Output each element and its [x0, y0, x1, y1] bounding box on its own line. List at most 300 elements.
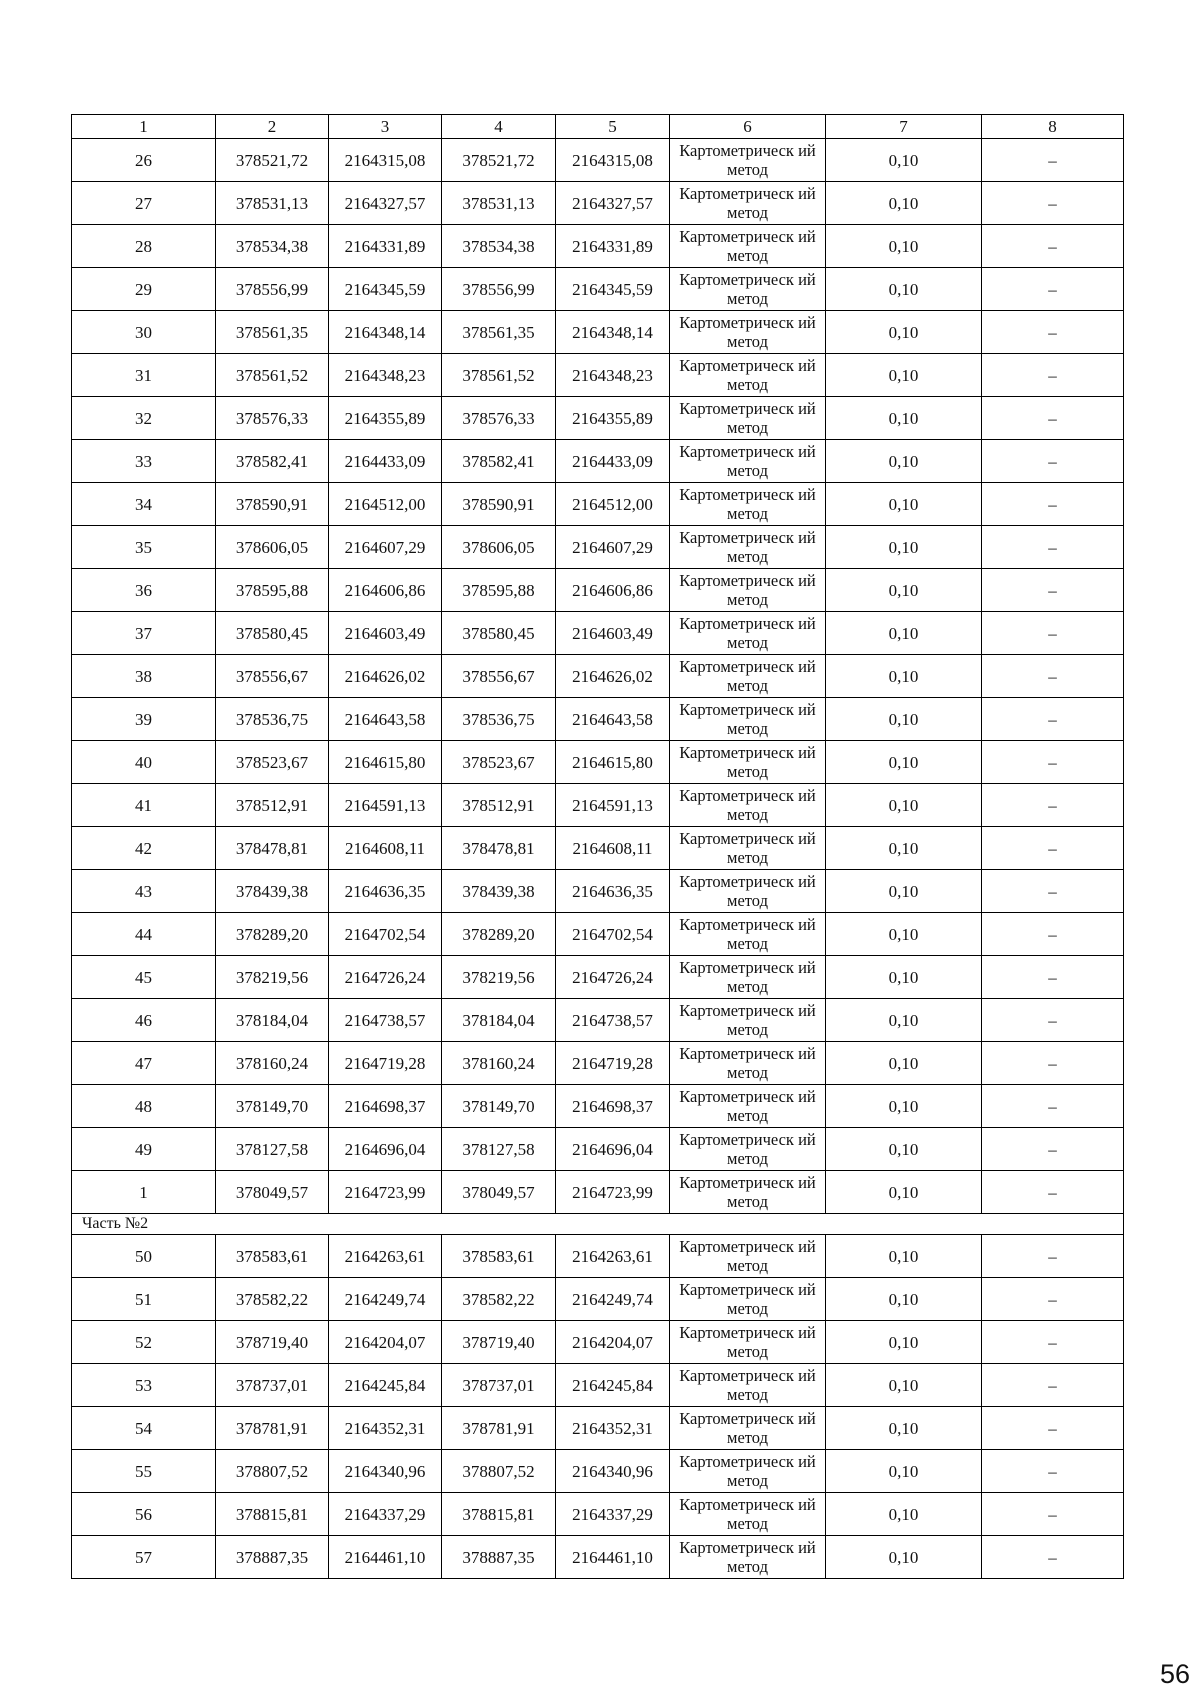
- accuracy-cell: 0,10: [826, 913, 982, 956]
- x-coord-new-cell: 378781,91: [442, 1407, 556, 1450]
- x-coord-new-cell: 378184,04: [442, 999, 556, 1042]
- table-row: [72, 1450, 1124, 1493]
- note-cell: –: [982, 913, 1124, 956]
- y-coord-cell: 2164608,11: [329, 827, 442, 870]
- header-cell: 8: [982, 115, 1124, 139]
- point-number-cell: 35: [72, 526, 216, 569]
- x-coord-cell: 378478,81: [216, 827, 329, 870]
- note-cell: –: [982, 1364, 1124, 1407]
- table-row: [72, 483, 1124, 526]
- note-cell: –: [982, 483, 1124, 526]
- point-number-cell: 51: [72, 1278, 216, 1321]
- x-coord-new-cell: 378160,24: [442, 1042, 556, 1085]
- x-coord-new-cell: 378531,13: [442, 182, 556, 225]
- x-coord-cell: 378590,91: [216, 483, 329, 526]
- table-row: [72, 698, 1124, 741]
- table-row: [72, 1407, 1124, 1450]
- x-coord-new-cell: 378049,57: [442, 1171, 556, 1214]
- point-number-cell: 1: [72, 1171, 216, 1214]
- y-coord-cell: 2164315,08: [329, 139, 442, 182]
- y-coord-new-cell: 2164348,14: [556, 311, 670, 354]
- table-row: [72, 870, 1124, 913]
- y-coord-cell: 2164726,24: [329, 956, 442, 999]
- method-cell: Картометрическ ий метод: [670, 956, 826, 999]
- table-body: [72, 115, 1124, 1579]
- x-coord-cell: 378512,91: [216, 784, 329, 827]
- header-cell: 6: [670, 115, 826, 139]
- method-cell: Картометрическ ий метод: [670, 1085, 826, 1128]
- y-coord-new-cell: 2164591,13: [556, 784, 670, 827]
- method-cell: Картометрическ ий метод: [670, 612, 826, 655]
- y-coord-cell: 2164263,61: [329, 1235, 442, 1278]
- accuracy-cell: 0,10: [826, 354, 982, 397]
- x-coord-cell: 378536,75: [216, 698, 329, 741]
- x-coord-new-cell: 378149,70: [442, 1085, 556, 1128]
- header-cell: 3: [329, 115, 442, 139]
- note-cell: –: [982, 1450, 1124, 1493]
- table-row: [72, 225, 1124, 268]
- y-coord-new-cell: 2164696,04: [556, 1128, 670, 1171]
- x-coord-cell: 378556,67: [216, 655, 329, 698]
- y-coord-cell: 2164331,89: [329, 225, 442, 268]
- x-coord-new-cell: 378521,72: [442, 139, 556, 182]
- method-cell: Картометрическ ий метод: [670, 526, 826, 569]
- note-cell: –: [982, 1278, 1124, 1321]
- table-row: [72, 526, 1124, 569]
- x-coord-cell: 378521,72: [216, 139, 329, 182]
- x-coord-new-cell: 378556,99: [442, 268, 556, 311]
- y-coord-cell: 2164348,14: [329, 311, 442, 354]
- x-coord-cell: 378561,52: [216, 354, 329, 397]
- x-coord-new-cell: 378807,52: [442, 1450, 556, 1493]
- note-cell: –: [982, 397, 1124, 440]
- method-cell: Картометрическ ий метод: [670, 311, 826, 354]
- table-row: [72, 1364, 1124, 1407]
- x-coord-new-cell: 378512,91: [442, 784, 556, 827]
- point-number-cell: 30: [72, 311, 216, 354]
- accuracy-cell: 0,10: [826, 311, 982, 354]
- table-row: [72, 139, 1124, 182]
- y-coord-new-cell: 2164726,24: [556, 956, 670, 999]
- y-coord-new-cell: 2164245,84: [556, 1364, 670, 1407]
- x-coord-cell: 378807,52: [216, 1450, 329, 1493]
- y-coord-cell: 2164615,80: [329, 741, 442, 784]
- point-number-cell: 50: [72, 1235, 216, 1278]
- note-cell: –: [982, 612, 1124, 655]
- x-coord-new-cell: 378582,41: [442, 440, 556, 483]
- y-coord-cell: 2164738,57: [329, 999, 442, 1042]
- method-cell: Картометрическ ий метод: [670, 741, 826, 784]
- accuracy-cell: 0,10: [826, 655, 982, 698]
- method-cell: Картометрическ ий метод: [670, 397, 826, 440]
- point-number-cell: 26: [72, 139, 216, 182]
- note-cell: –: [982, 1042, 1124, 1085]
- accuracy-cell: 0,10: [826, 268, 982, 311]
- point-number-cell: 56: [72, 1493, 216, 1536]
- y-coord-new-cell: 2164249,74: [556, 1278, 670, 1321]
- x-coord-cell: 378127,58: [216, 1128, 329, 1171]
- method-cell: Картометрическ ий метод: [670, 1407, 826, 1450]
- y-coord-new-cell: 2164603,49: [556, 612, 670, 655]
- method-cell: Картометрическ ий метод: [670, 999, 826, 1042]
- x-coord-cell: 378184,04: [216, 999, 329, 1042]
- note-cell: –: [982, 311, 1124, 354]
- note-cell: –: [982, 139, 1124, 182]
- x-coord-new-cell: 378536,75: [442, 698, 556, 741]
- point-number-cell: 45: [72, 956, 216, 999]
- x-coord-cell: 378531,13: [216, 182, 329, 225]
- method-cell: Картометрическ ий метод: [670, 827, 826, 870]
- x-coord-new-cell: 378595,88: [442, 569, 556, 612]
- point-number-cell: 41: [72, 784, 216, 827]
- y-coord-new-cell: 2164204,07: [556, 1321, 670, 1364]
- x-coord-new-cell: 378590,91: [442, 483, 556, 526]
- table-row: [72, 827, 1124, 870]
- accuracy-cell: 0,10: [826, 225, 982, 268]
- table-row: [72, 1493, 1124, 1536]
- x-coord-cell: 378580,45: [216, 612, 329, 655]
- x-coord-new-cell: 378556,67: [442, 655, 556, 698]
- accuracy-cell: 0,10: [826, 1171, 982, 1214]
- method-cell: Картометрическ ий метод: [670, 1235, 826, 1278]
- accuracy-cell: 0,10: [826, 1085, 982, 1128]
- method-cell: Картометрическ ий метод: [670, 655, 826, 698]
- accuracy-cell: 0,10: [826, 612, 982, 655]
- y-coord-cell: 2164327,57: [329, 182, 442, 225]
- accuracy-cell: 0,10: [826, 569, 982, 612]
- y-coord-new-cell: 2164698,37: [556, 1085, 670, 1128]
- y-coord-new-cell: 2164626,02: [556, 655, 670, 698]
- x-coord-cell: 378561,35: [216, 311, 329, 354]
- note-cell: –: [982, 182, 1124, 225]
- y-coord-cell: 2164340,96: [329, 1450, 442, 1493]
- x-coord-cell: 378737,01: [216, 1364, 329, 1407]
- x-coord-cell: 378576,33: [216, 397, 329, 440]
- method-cell: Картометрическ ий метод: [670, 1278, 826, 1321]
- accuracy-cell: 0,10: [826, 182, 982, 225]
- point-number-cell: 46: [72, 999, 216, 1042]
- y-coord-new-cell: 2164461,10: [556, 1536, 670, 1579]
- point-number-cell: 40: [72, 741, 216, 784]
- x-coord-cell: 378606,05: [216, 526, 329, 569]
- table-row: [72, 268, 1124, 311]
- x-coord-new-cell: 378583,61: [442, 1235, 556, 1278]
- accuracy-cell: 0,10: [826, 1450, 982, 1493]
- point-number-cell: 42: [72, 827, 216, 870]
- accuracy-cell: 0,10: [826, 827, 982, 870]
- y-coord-cell: 2164512,00: [329, 483, 442, 526]
- point-number-cell: 57: [72, 1536, 216, 1579]
- header-cell: 4: [442, 115, 556, 139]
- note-cell: –: [982, 956, 1124, 999]
- y-coord-cell: 2164245,84: [329, 1364, 442, 1407]
- note-cell: –: [982, 440, 1124, 483]
- y-coord-new-cell: 2164355,89: [556, 397, 670, 440]
- accuracy-cell: 0,10: [826, 1235, 982, 1278]
- method-cell: Картометрическ ий метод: [670, 1493, 826, 1536]
- x-coord-new-cell: 378478,81: [442, 827, 556, 870]
- table-row: [72, 1128, 1124, 1171]
- y-coord-cell: 2164696,04: [329, 1128, 442, 1171]
- table-row: [72, 569, 1124, 612]
- table-row: [72, 1536, 1124, 1579]
- x-coord-new-cell: 378580,45: [442, 612, 556, 655]
- x-coord-cell: 378160,24: [216, 1042, 329, 1085]
- method-cell: Картометрическ ий метод: [670, 268, 826, 311]
- point-number-cell: 28: [72, 225, 216, 268]
- y-coord-cell: 2164719,28: [329, 1042, 442, 1085]
- y-coord-cell: 2164337,29: [329, 1493, 442, 1536]
- x-coord-cell: 378049,57: [216, 1171, 329, 1214]
- point-number-cell: 44: [72, 913, 216, 956]
- x-coord-new-cell: 378289,20: [442, 913, 556, 956]
- method-cell: Картометрическ ий метод: [670, 913, 826, 956]
- y-coord-new-cell: 2164723,99: [556, 1171, 670, 1214]
- y-coord-new-cell: 2164315,08: [556, 139, 670, 182]
- point-number-cell: 37: [72, 612, 216, 655]
- note-cell: –: [982, 1085, 1124, 1128]
- point-number-cell: 32: [72, 397, 216, 440]
- note-cell: –: [982, 268, 1124, 311]
- y-coord-new-cell: 2164512,00: [556, 483, 670, 526]
- note-cell: –: [982, 1128, 1124, 1171]
- y-coord-cell: 2164723,99: [329, 1171, 442, 1214]
- y-coord-new-cell: 2164433,09: [556, 440, 670, 483]
- note-cell: –: [982, 999, 1124, 1042]
- y-coord-new-cell: 2164348,23: [556, 354, 670, 397]
- x-coord-new-cell: 378576,33: [442, 397, 556, 440]
- x-coord-cell: 378582,22: [216, 1278, 329, 1321]
- point-number-cell: 54: [72, 1407, 216, 1450]
- x-coord-cell: 378149,70: [216, 1085, 329, 1128]
- x-coord-cell: 378815,81: [216, 1493, 329, 1536]
- table-row: [72, 440, 1124, 483]
- y-coord-new-cell: 2164702,54: [556, 913, 670, 956]
- x-coord-cell: 378887,35: [216, 1536, 329, 1579]
- y-coord-cell: 2164636,35: [329, 870, 442, 913]
- method-cell: Картометрическ ий метод: [670, 1042, 826, 1085]
- accuracy-cell: 0,10: [826, 397, 982, 440]
- section-label: Часть №2: [72, 1214, 1124, 1235]
- method-cell: Картометрическ ий метод: [670, 698, 826, 741]
- method-cell: Картометрическ ий метод: [670, 182, 826, 225]
- note-cell: –: [982, 569, 1124, 612]
- y-coord-cell: 2164698,37: [329, 1085, 442, 1128]
- section-row: [72, 1214, 1124, 1235]
- y-coord-new-cell: 2164340,96: [556, 1450, 670, 1493]
- note-cell: –: [982, 1235, 1124, 1278]
- point-number-cell: 34: [72, 483, 216, 526]
- accuracy-cell: 0,10: [826, 999, 982, 1042]
- x-coord-new-cell: 378887,35: [442, 1536, 556, 1579]
- note-cell: –: [982, 655, 1124, 698]
- note-cell: –: [982, 1171, 1124, 1214]
- point-number-cell: 52: [72, 1321, 216, 1364]
- y-coord-new-cell: 2164719,28: [556, 1042, 670, 1085]
- x-coord-cell: 378523,67: [216, 741, 329, 784]
- point-number-cell: 55: [72, 1450, 216, 1493]
- method-cell: Картометрическ ий метод: [670, 440, 826, 483]
- y-coord-new-cell: 2164263,61: [556, 1235, 670, 1278]
- y-coord-new-cell: 2164636,35: [556, 870, 670, 913]
- note-cell: –: [982, 784, 1124, 827]
- x-coord-new-cell: 378523,67: [442, 741, 556, 784]
- table-row: [72, 1085, 1124, 1128]
- y-coord-new-cell: 2164327,57: [556, 182, 670, 225]
- x-coord-new-cell: 378561,35: [442, 311, 556, 354]
- y-coord-cell: 2164603,49: [329, 612, 442, 655]
- table-row: [72, 354, 1124, 397]
- point-number-cell: 43: [72, 870, 216, 913]
- method-cell: Картометрическ ий метод: [670, 225, 826, 268]
- y-coord-new-cell: 2164615,80: [556, 741, 670, 784]
- y-coord-new-cell: 2164337,29: [556, 1493, 670, 1536]
- method-cell: Картометрическ ий метод: [670, 139, 826, 182]
- accuracy-cell: 0,10: [826, 698, 982, 741]
- note-cell: –: [982, 1407, 1124, 1450]
- accuracy-cell: 0,10: [826, 870, 982, 913]
- x-coord-cell: 378534,38: [216, 225, 329, 268]
- y-coord-new-cell: 2164352,31: [556, 1407, 670, 1450]
- y-coord-cell: 2164348,23: [329, 354, 442, 397]
- y-coord-cell: 2164643,58: [329, 698, 442, 741]
- x-coord-cell: 378583,61: [216, 1235, 329, 1278]
- note-cell: –: [982, 1536, 1124, 1579]
- point-number-cell: 47: [72, 1042, 216, 1085]
- table-row: [72, 397, 1124, 440]
- y-coord-new-cell: 2164606,86: [556, 569, 670, 612]
- x-coord-new-cell: 378606,05: [442, 526, 556, 569]
- x-coord-new-cell: 378737,01: [442, 1364, 556, 1407]
- method-cell: Картометрическ ий метод: [670, 483, 826, 526]
- method-cell: Картометрическ ий метод: [670, 569, 826, 612]
- method-cell: Картометрическ ий метод: [670, 1450, 826, 1493]
- accuracy-cell: 0,10: [826, 1407, 982, 1450]
- y-coord-cell: 2164345,59: [329, 268, 442, 311]
- table-row: [72, 784, 1124, 827]
- x-coord-cell: 378582,41: [216, 440, 329, 483]
- table-row: [72, 1171, 1124, 1214]
- point-number-cell: 48: [72, 1085, 216, 1128]
- method-cell: Картометрическ ий метод: [670, 1128, 826, 1171]
- method-cell: Картометрическ ий метод: [670, 1364, 826, 1407]
- method-cell: Картометрическ ий метод: [670, 1536, 826, 1579]
- point-number-cell: 31: [72, 354, 216, 397]
- y-coord-new-cell: 2164607,29: [556, 526, 670, 569]
- method-cell: Картометрическ ий метод: [670, 1171, 826, 1214]
- page-number: 56: [1159, 1659, 1190, 1689]
- note-cell: –: [982, 827, 1124, 870]
- header-cell: 7: [826, 115, 982, 139]
- table-row: [72, 1278, 1124, 1321]
- point-number-cell: 36: [72, 569, 216, 612]
- y-coord-new-cell: 2164345,59: [556, 268, 670, 311]
- x-coord-cell: 378439,38: [216, 870, 329, 913]
- accuracy-cell: 0,10: [826, 526, 982, 569]
- x-coord-cell: 378219,56: [216, 956, 329, 999]
- x-coord-cell: 378289,20: [216, 913, 329, 956]
- accuracy-cell: 0,10: [826, 1536, 982, 1579]
- method-cell: Картометрическ ий метод: [670, 1321, 826, 1364]
- table-row: [72, 913, 1124, 956]
- table-row: [72, 1042, 1124, 1085]
- y-coord-cell: 2164607,29: [329, 526, 442, 569]
- note-cell: –: [982, 526, 1124, 569]
- y-coord-cell: 2164626,02: [329, 655, 442, 698]
- y-coord-cell: 2164352,31: [329, 1407, 442, 1450]
- method-cell: Картометрическ ий метод: [670, 354, 826, 397]
- table-row: [72, 741, 1124, 784]
- point-number-cell: 33: [72, 440, 216, 483]
- y-coord-cell: 2164606,86: [329, 569, 442, 612]
- y-coord-cell: 2164355,89: [329, 397, 442, 440]
- x-coord-new-cell: 378719,40: [442, 1321, 556, 1364]
- accuracy-cell: 0,10: [826, 1278, 982, 1321]
- method-cell: Картометрическ ий метод: [670, 870, 826, 913]
- header-cell: 1: [72, 115, 216, 139]
- accuracy-cell: 0,10: [826, 1364, 982, 1407]
- x-coord-cell: 378556,99: [216, 268, 329, 311]
- accuracy-cell: 0,10: [826, 1128, 982, 1171]
- note-cell: –: [982, 1321, 1124, 1364]
- header-cell: 5: [556, 115, 670, 139]
- header-cell: 2: [216, 115, 329, 139]
- accuracy-cell: 0,10: [826, 483, 982, 526]
- y-coord-cell: 2164591,13: [329, 784, 442, 827]
- table-row: [72, 1235, 1124, 1278]
- y-coord-cell: 2164433,09: [329, 440, 442, 483]
- method-cell: Картометрическ ий метод: [670, 784, 826, 827]
- table-row: [72, 182, 1124, 225]
- y-coord-cell: 2164461,10: [329, 1536, 442, 1579]
- coordinates-table: [71, 114, 1124, 1579]
- table-row: [72, 655, 1124, 698]
- note-cell: –: [982, 1493, 1124, 1536]
- accuracy-cell: 0,10: [826, 1321, 982, 1364]
- accuracy-cell: 0,10: [826, 139, 982, 182]
- point-number-cell: 39: [72, 698, 216, 741]
- accuracy-cell: 0,10: [826, 956, 982, 999]
- y-coord-new-cell: 2164738,57: [556, 999, 670, 1042]
- x-coord-new-cell: 378219,56: [442, 956, 556, 999]
- note-cell: –: [982, 354, 1124, 397]
- y-coord-cell: 2164702,54: [329, 913, 442, 956]
- x-coord-new-cell: 378561,52: [442, 354, 556, 397]
- accuracy-cell: 0,10: [826, 1042, 982, 1085]
- x-coord-new-cell: 378815,81: [442, 1493, 556, 1536]
- y-coord-new-cell: 2164608,11: [556, 827, 670, 870]
- y-coord-cell: 2164204,07: [329, 1321, 442, 1364]
- note-cell: –: [982, 741, 1124, 784]
- table-row: [72, 612, 1124, 655]
- y-coord-new-cell: 2164643,58: [556, 698, 670, 741]
- x-coord-cell: 378595,88: [216, 569, 329, 612]
- accuracy-cell: 0,10: [826, 741, 982, 784]
- table-row: [72, 999, 1124, 1042]
- point-number-cell: 38: [72, 655, 216, 698]
- point-number-cell: 53: [72, 1364, 216, 1407]
- accuracy-cell: 0,10: [826, 1493, 982, 1536]
- table-row: [72, 1321, 1124, 1364]
- note-cell: –: [982, 225, 1124, 268]
- note-cell: –: [982, 698, 1124, 741]
- x-coord-cell: 378719,40: [216, 1321, 329, 1364]
- x-coord-new-cell: 378534,38: [442, 225, 556, 268]
- accuracy-cell: 0,10: [826, 784, 982, 827]
- header-row: [72, 115, 1124, 139]
- note-cell: –: [982, 870, 1124, 913]
- x-coord-new-cell: 378127,58: [442, 1128, 556, 1171]
